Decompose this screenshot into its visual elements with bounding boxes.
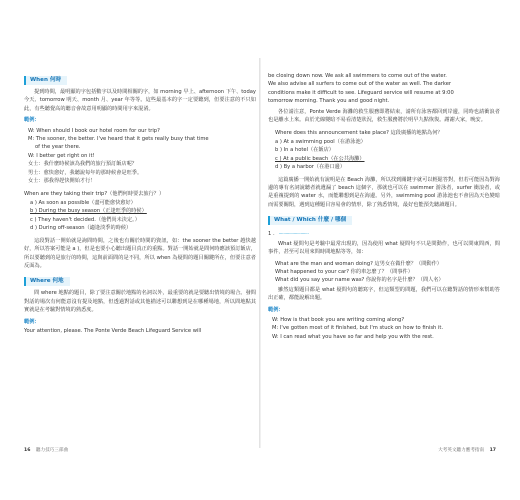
dialogue-translation: 女士：那我得趕快開始才行！: [28, 178, 96, 185]
page-number-left: 16: [24, 448, 31, 453]
dialogue-line: M: I've gotten most of it finished, but I'm stuck on how to finish it.: [272, 325, 444, 332]
subsection-number-text: 1 .: [268, 231, 275, 238]
answer-option: a ) At a swimming pool（在游泳池）: [275, 138, 366, 145]
answer-option: b ) In a hotel（在飯店）: [275, 147, 334, 154]
question-2: Where does this announcement take place? 這段廣播的地點為何？: [275, 129, 443, 136]
right-page: [268, 72, 500, 442]
when-paragraph: 提到時間，最明顯的字包括數字以及時間相關的字，如 morning 早上、afternoon 下午、today 今天、tomorrow 明天、month 月、year 年等等。這些最基本的字一定要聽到，但要注意的不只如此，有些聽覺高的聽音會故意用明顯的時間用字來混淆。: [24, 88, 257, 112]
left-running-title: 聽力技巧三部曲: [35, 448, 69, 453]
answer-option-correct: c ) At a public beach（在公共海灘）: [275, 155, 365, 162]
example-label-3: 範例：: [268, 306, 284, 313]
announcement-line: conditions make it difficult to see. Lifeguard service will resume at 9:00: [268, 89, 454, 96]
example-label-1: 範例：: [24, 117, 40, 124]
dialogue-line: W: I better get right on it!: [28, 152, 95, 159]
dialogue-line: W: I can read what you have so far and help you with the rest.: [272, 333, 434, 340]
announcement-line: tomorrow morning. Thank you and good night.: [268, 98, 390, 105]
section-heading-when: When 何時: [24, 76, 67, 85]
right-page-footer: [438, 447, 500, 453]
section-heading-what-which: What / Which 什麼 / 哪個: [268, 216, 352, 225]
answer-option-correct: b ) During the busy season（正逢旺季的時候）: [30, 208, 147, 215]
answer-option: d ) During off-season（適逢淡季的時候）: [30, 225, 132, 232]
dialogue-line: M: The sooner, the better. I've heard that it gets really busy that time: [28, 136, 209, 143]
section-heading-where: Where 何地: [24, 277, 70, 286]
left-page: [24, 72, 256, 442]
dialogue-translation: 女士：我什麼時候該為我們的旅行預訂飯店呢？: [28, 161, 137, 168]
answer-option: c ) They haven't decided.（他們尚未決定。）: [30, 216, 140, 223]
announcement-line: Your attention, please. The Ponte Verde Beach Lifeguard Service will: [24, 328, 202, 334]
what-example: What are the man and woman doing? 這男女在做什麼？（問動作）: [275, 260, 442, 267]
dotted-rule: ··························: [278, 231, 309, 238]
example-label-2: 範例：: [24, 318, 40, 325]
announcement-line: We also advise all surfers to come out of the water as well. The darker: [268, 81, 452, 88]
book-gutter: [259, 58, 261, 448]
answer-option: a ) As soon as possible（盡可能愈快愈好）: [30, 200, 136, 206]
what-paragraph-2: 雖然這類題目都是 what 疑問句的聽寫字，但這類型的問題，我們可以在聽對話的情形來幫助答出正確，都能說解出題。: [268, 286, 500, 302]
page-number-right: 17: [489, 448, 496, 453]
answer-option: d ) By a harbor（在港口邊）: [275, 164, 346, 171]
subsection-number: [268, 230, 500, 238]
dialogue-example-3: [272, 316, 500, 341]
what-example: What happened to your car? 你的車怎麼了？（問事件）: [275, 268, 413, 275]
dialogue-example-1: [28, 127, 256, 186]
what-example: What did you say your name was? 你說你的名字是什麼？（問人名）: [275, 277, 444, 284]
left-page-footer: [20, 447, 68, 453]
right-running-title: 大考英文聽力應考指南: [438, 448, 485, 453]
question-1: When are they taking their trip?（他們何時要去旅行？）: [24, 190, 165, 197]
dialogue-line: W: When should I book our hotel room for our trip?: [28, 127, 160, 134]
announcement-translation: 各位請注意，Ponte Verde 海灘的救生服務即將結束，請所有泳客都回到岸邊，同時也請衝浪者也是離水上來。由於光線變暗不易看清楚狀況，救生服務將於明早九點恢復。謝謝大家，晚安。: [268, 108, 500, 124]
dialogue-translation: 男士：愈快愈好，我聽說每年的那時候會是旺季。: [28, 169, 143, 176]
when-explanation: 這段對話一開始就是詢問時間，之後也有關於時間的資訊，如：the sooner the better 越快越好，所以答案可能是 a )，但是也要小心聽出題目真正的重點。對話一開始就是問何時應該預訂飯店，所以要聽到的是旅行的時間，這與前面問的是不同，所以 when 為疑問的題目關鍵所在，但要注意者反面為。: [24, 237, 256, 269]
announcement-line: be closing down now. We ask all swimmers to come out of the water.: [268, 73, 447, 79]
what-paragraph: What 疑問句是考驗中最常出現的，因為使用 what 疑問句不只是問動作，也可以問東問西，問事件，甚至可以用來問時間地點等等，如：: [268, 240, 500, 256]
where-paragraph: 問 where 地點的題目，除了要注意關於地點的名詞以外，最重要的就是要聽出情境的場合。發問對話的場次有何能意沒有提及地點，但透過對話或其他描述可以聯想到是在哪種場地，所以問地點其實就是在考驗對情境的熟悉度。: [24, 290, 256, 314]
dialogue-line: W: How is that book you are writing coming along?: [272, 317, 405, 324]
dialogue-line: of the year there.: [35, 144, 81, 151]
where-explanation: 這篇廣播一開始就有說明是在 Beach 海灘，所以找到關鍵字就可以輕鬆答對，但若可能因為對海邊的專有名詞說聽者就遺漏了 beach 這個字，那就也可以在 swimmer 游泳者，surfer 衝浪者，或是重複提到的 water 水，而能聯想到是在海邊。另外，swimming pool 游泳池也不會因為天色變暗而需要關閉，遇到這種題目容易會的情形，除了熟悉情境，最好也能預先聽讀題目。: [268, 176, 500, 208]
